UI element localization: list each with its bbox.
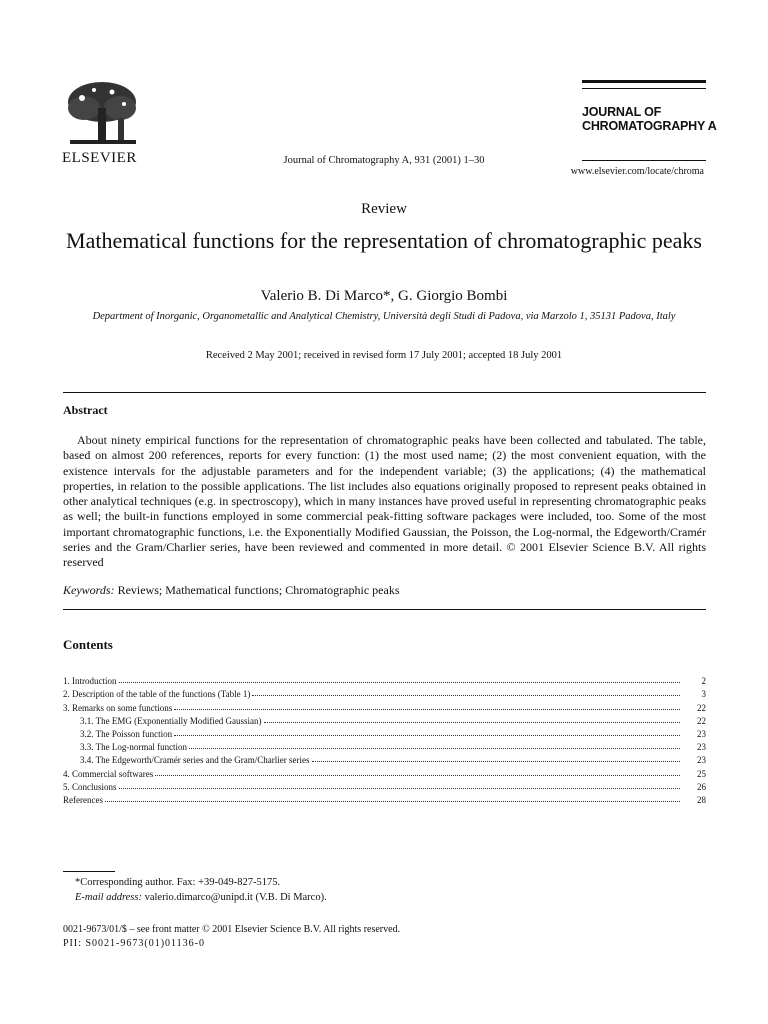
email-address[interactable]: valerio.dimarco@unipd.it (V.B. Di Marco). — [144, 892, 327, 903]
footnote-rule — [63, 871, 115, 872]
affiliation: Department of Inorganic, Organometallic and Analytical Chemistry, Università degli Studi di Padova, via Marzolo 1, 35131 Padova, Italy — [92, 311, 676, 322]
copyright-line: 0021-9673/01/$ – see front matter © 2001 Elsevier Science B.V. All rights reserved. — [63, 924, 401, 935]
toc-leader — [252, 694, 680, 696]
toc-page: 25 — [697, 768, 706, 779]
toc-item[interactable] — [63, 673, 706, 686]
toc-leader — [264, 721, 680, 723]
journal-rule-bottom — [582, 160, 706, 161]
toc-label: References — [63, 794, 103, 805]
toc-label: 3.4. The Edgeworth/Cramér series and the Gram/Charlier series — [80, 755, 310, 766]
abstract-body: About ninety empirical functions for the representation of chromatographic peaks have been collected and tabulated. The table, based on almost 200 references, reports for every function: (1) the most used name; (2) the most convenient equation, with the existence intervals for the adjustable parameters and for the independent variable; (3) the applications; (4) the mathematical properties, in relation to the possible applications. The list includes also equations originally proposed to represent peaks obtained in other analytical techniques (e.g. in spectroscopy), which in many instances have proved useful in representing chromatographic peaks as well; the built-in functions employed in some commercial peak-fitting software packages were included, too. Some of the most important chromatographic functions, i.e. the Exponentially Modified Gaussian, the Poisson, the Log-normal, the Edgeworth/Cramér series and the Gram/Charlier series, have been reviewed and commented in more detail. © 2001 Elsevier Science B.V. All rights reserved — [63, 433, 706, 570]
journal-name-line1: JOURNAL OF — [582, 105, 662, 119]
toc-label: 5. Conclusions — [63, 781, 117, 792]
toc-leader — [105, 800, 680, 802]
keywords-label: Keywords: — [63, 583, 115, 597]
journal-name — [582, 105, 717, 133]
toc-label: 1. Introduction — [63, 676, 117, 687]
toc-page: 23 — [697, 742, 706, 753]
toc-label: 4. Commercial softwares — [63, 768, 154, 779]
article-title: Mathematical functions for the representation of chromatographic peaks — [66, 228, 702, 253]
section-type: Review — [361, 201, 407, 217]
journal-rule-mid — [582, 88, 706, 89]
abstract-heading: Abstract — [63, 403, 108, 417]
toc-item[interactable] — [63, 779, 706, 792]
toc-leader — [119, 681, 681, 683]
toc-label: 3.1. The EMG (Exponentially Modified Gaussian) — [80, 715, 262, 726]
journal-rule-top — [582, 80, 706, 83]
toc-leader — [174, 734, 680, 736]
toc-label: 3.3. The Log-normal function — [80, 742, 188, 753]
toc-leader — [312, 760, 680, 762]
toc-page: 23 — [697, 755, 706, 766]
toc-page: 23 — [697, 728, 706, 739]
table-of-contents — [63, 673, 706, 805]
toc-label: 3. Remarks on some functions — [63, 702, 173, 713]
journal-citation: Journal of Chromatography A, 931 (2001) 1–30 — [283, 155, 485, 166]
toc-page: 26 — [697, 781, 706, 792]
toc-label: 2. Description of the table of the functions (Table 1) — [63, 689, 251, 700]
pii-line: PII: S0021-9673(01)01136-0 — [63, 938, 206, 949]
toc-label: 3.2. The Poisson function — [80, 728, 173, 739]
email-label: E-mail address: — [75, 892, 142, 903]
divider-bottom — [63, 609, 706, 610]
toc-leader — [189, 747, 680, 749]
keywords — [63, 583, 400, 598]
contents-heading: Contents — [63, 637, 113, 652]
toc-page: 3 — [701, 689, 706, 700]
toc-item[interactable] — [63, 686, 706, 699]
divider-top — [63, 392, 706, 393]
journal-name-line2: CHROMATOGRAPHY A — [582, 119, 717, 133]
toc-item[interactable] — [63, 765, 706, 778]
toc-leader — [174, 708, 680, 710]
publisher-name: ELSEVIER — [62, 150, 137, 166]
keywords-list: Reviews; Mathematical functions; Chromatographic peaks — [117, 583, 400, 597]
toc-item[interactable] — [63, 752, 706, 765]
received-dates: Received 2 May 2001; received in revised form 17 July 2001; accepted 18 July 2001 — [205, 350, 563, 361]
authors: Valerio B. Di Marco*, G. Giorgio Bombi — [260, 288, 508, 304]
elsevier-tree-logo — [62, 78, 144, 150]
toc-item[interactable] — [63, 713, 706, 726]
toc-page: 28 — [697, 794, 706, 805]
email-footnote — [75, 892, 327, 903]
toc-item[interactable] — [63, 739, 706, 752]
toc-item[interactable] — [63, 792, 706, 805]
toc-leader — [155, 774, 680, 776]
corresponding-author: *Corresponding author. Fax: +39-049-827-5175. — [75, 877, 281, 888]
toc-page: 22 — [697, 715, 706, 726]
toc-item[interactable] — [63, 726, 706, 739]
toc-item[interactable] — [63, 699, 706, 712]
toc-leader — [119, 787, 680, 789]
journal-url[interactable]: www.elsevier.com/locate/chroma — [570, 166, 704, 177]
toc-page: 2 — [701, 676, 706, 687]
toc-page: 22 — [697, 702, 706, 713]
